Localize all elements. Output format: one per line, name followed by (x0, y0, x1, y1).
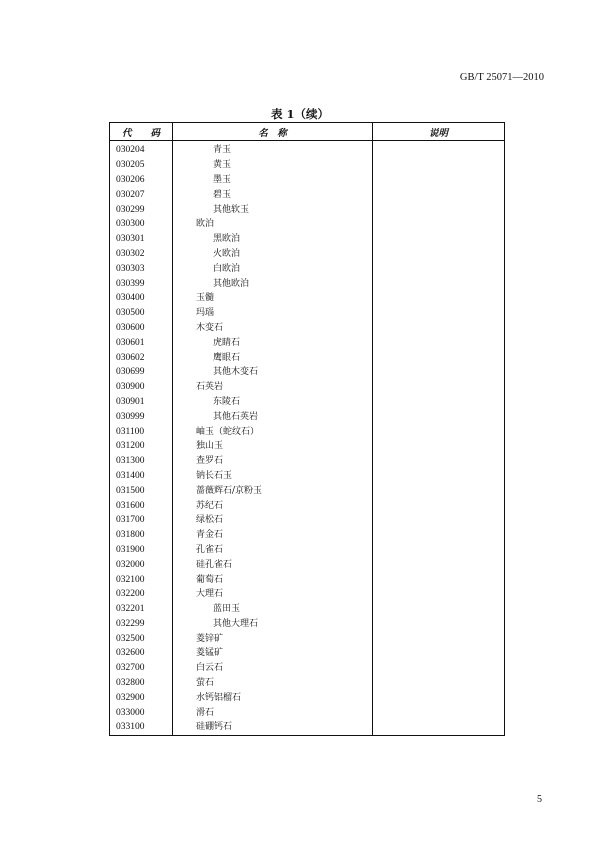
table-row (110, 291, 505, 306)
table-body (110, 141, 505, 736)
table-row (110, 676, 505, 691)
row-name: 其他木变石 (213, 367, 259, 378)
table-row (110, 306, 505, 321)
table-row (110, 380, 505, 395)
row-name-cell (173, 439, 373, 454)
row-name: 墨玉 (213, 174, 232, 185)
row-name-cell (173, 617, 373, 632)
row-code: 030399 (110, 276, 173, 291)
row-note (373, 454, 505, 469)
row-name-cell (173, 676, 373, 691)
row-code: 031700 (110, 513, 173, 528)
row-name: 其他欧泊 (213, 278, 250, 289)
row-name: 独山玉 (196, 441, 224, 452)
table-row (110, 483, 505, 498)
row-name: 虎睛石 (213, 337, 241, 348)
row-name: 硅孔雀石 (196, 559, 233, 570)
row-code: 032700 (110, 661, 173, 676)
row-name-cell (173, 543, 373, 558)
row-name-cell (173, 321, 373, 336)
row-name: 黄玉 (213, 160, 232, 171)
row-name-cell (173, 291, 373, 306)
row-code: 030206 (110, 173, 173, 188)
standard-code: GB/T 25071—2010 (459, 72, 544, 83)
table-row (110, 454, 505, 469)
row-note (373, 409, 505, 424)
row-note (373, 141, 505, 158)
row-name-cell (173, 513, 373, 528)
row-name-cell (173, 454, 373, 469)
column-header-note: 说明 (373, 123, 505, 141)
row-name-cell (173, 217, 373, 232)
table-row (110, 543, 505, 558)
row-code: 031300 (110, 454, 173, 469)
row-note (373, 261, 505, 276)
row-note (373, 528, 505, 543)
row-name: 查罗石 (196, 456, 224, 467)
row-code: 031200 (110, 439, 173, 454)
table-row (110, 187, 505, 202)
row-note (373, 513, 505, 528)
column-header-code: 代 码 (110, 123, 173, 141)
row-code: 031400 (110, 469, 173, 484)
page-number: 5 (537, 794, 542, 805)
row-code: 032500 (110, 631, 173, 646)
table-row (110, 261, 505, 276)
row-code: 030302 (110, 247, 173, 262)
row-name: 岫玉（蛇纹石） (196, 426, 260, 437)
row-name-cell (173, 528, 373, 543)
table-row (110, 158, 505, 173)
row-note (373, 631, 505, 646)
row-note (373, 247, 505, 262)
row-note (373, 705, 505, 720)
table-row (110, 395, 505, 410)
row-note (373, 661, 505, 676)
row-name-cell (173, 261, 373, 276)
row-code: 030500 (110, 306, 173, 321)
row-name-cell (173, 631, 373, 646)
row-code: 033000 (110, 705, 173, 720)
row-name: 欧泊 (196, 219, 215, 230)
table-row (110, 631, 505, 646)
table-row (110, 705, 505, 720)
row-code: 031500 (110, 483, 173, 498)
row-code: 030299 (110, 202, 173, 217)
table-row (110, 247, 505, 262)
row-note (373, 321, 505, 336)
row-note (373, 646, 505, 661)
row-code: 033100 (110, 720, 173, 735)
row-name: 菱锌矿 (196, 633, 224, 644)
row-name: 蓝田玉 (213, 604, 241, 615)
row-note (373, 617, 505, 632)
row-code: 030601 (110, 335, 173, 350)
row-name: 绿松石 (196, 515, 224, 526)
row-name: 其他软玉 (213, 204, 250, 215)
row-note (373, 587, 505, 602)
table-row (110, 202, 505, 217)
table-row (110, 232, 505, 247)
table-row (110, 557, 505, 572)
table-row (110, 602, 505, 617)
row-code: 032900 (110, 690, 173, 705)
table-row (110, 528, 505, 543)
row-name-cell (173, 232, 373, 247)
row-name-cell (173, 483, 373, 498)
table-row (110, 690, 505, 705)
row-code: 030205 (110, 158, 173, 173)
row-code: 031100 (110, 424, 173, 439)
row-name: 玉髓 (196, 293, 215, 304)
row-note (373, 335, 505, 350)
row-code: 030699 (110, 365, 173, 380)
row-name: 鹰眼石 (213, 352, 241, 363)
row-code: 032000 (110, 557, 173, 572)
row-name: 木变石 (196, 322, 224, 333)
row-name: 白欧泊 (213, 263, 241, 274)
table-row (110, 469, 505, 484)
row-name: 大理石 (196, 589, 224, 600)
row-note (373, 690, 505, 705)
table-row (110, 365, 505, 380)
row-note (373, 380, 505, 395)
row-note (373, 572, 505, 587)
row-note (373, 202, 505, 217)
table-row (110, 321, 505, 336)
row-name-cell (173, 720, 373, 735)
row-note (373, 173, 505, 188)
row-note (373, 720, 505, 735)
row-code: 030602 (110, 350, 173, 365)
row-name-cell (173, 276, 373, 291)
row-code: 030901 (110, 395, 173, 410)
table-row (110, 587, 505, 602)
row-name-cell (173, 690, 373, 705)
row-note (373, 469, 505, 484)
row-name: 黑欧泊 (213, 234, 241, 245)
row-name-cell (173, 141, 373, 158)
row-note (373, 424, 505, 439)
row-name: 石英岩 (196, 382, 224, 393)
row-name-cell (173, 187, 373, 202)
row-code: 030900 (110, 380, 173, 395)
table-row (110, 617, 505, 632)
row-name-cell (173, 350, 373, 365)
table-row (110, 439, 505, 454)
row-code: 030303 (110, 261, 173, 276)
row-code: 030300 (110, 217, 173, 232)
row-name: 硅硼钙石 (196, 722, 233, 733)
row-name: 白云石 (196, 663, 224, 674)
table-row (110, 409, 505, 424)
row-name-cell (173, 380, 373, 395)
row-name-cell (173, 409, 373, 424)
table-row (110, 646, 505, 661)
row-name: 孔雀石 (196, 544, 224, 555)
row-name-cell (173, 661, 373, 676)
row-name: 萤石 (196, 678, 215, 689)
table-row (110, 720, 505, 735)
row-name: 钠长石玉 (196, 470, 233, 481)
row-name-cell (173, 557, 373, 572)
row-name-cell (173, 202, 373, 217)
row-note (373, 676, 505, 691)
row-code: 032200 (110, 587, 173, 602)
row-name: 火欧泊 (213, 248, 241, 259)
row-name: 青玉 (213, 145, 232, 156)
table-row (110, 498, 505, 513)
row-name: 菱锰矿 (196, 648, 224, 659)
row-name-cell (173, 705, 373, 720)
row-note (373, 557, 505, 572)
row-code: 030600 (110, 321, 173, 336)
table-row (110, 572, 505, 587)
row-code: 032100 (110, 572, 173, 587)
row-name-cell (173, 424, 373, 439)
row-note (373, 395, 505, 410)
row-note (373, 543, 505, 558)
row-code: 032600 (110, 646, 173, 661)
row-name: 东陵石 (213, 396, 241, 407)
row-name: 苏纪石 (196, 500, 224, 511)
row-name-cell (173, 173, 373, 188)
row-code: 032800 (110, 676, 173, 691)
row-code: 032201 (110, 602, 173, 617)
table-row (110, 173, 505, 188)
row-name: 其他石英岩 (213, 411, 259, 422)
row-name: 碧玉 (213, 189, 232, 200)
row-code: 030207 (110, 187, 173, 202)
row-note (373, 217, 505, 232)
row-code: 031800 (110, 528, 173, 543)
row-note (373, 483, 505, 498)
row-name: 玛瑙 (196, 308, 215, 319)
row-name-cell (173, 587, 373, 602)
table-row (110, 424, 505, 439)
table-row (110, 350, 505, 365)
row-name: 葡萄石 (196, 574, 224, 585)
row-name-cell (173, 335, 373, 350)
row-name-cell (173, 158, 373, 173)
row-code: 031900 (110, 543, 173, 558)
row-code: 030204 (110, 141, 173, 158)
row-note (373, 602, 505, 617)
row-name-cell (173, 469, 373, 484)
row-name: 其他大理石 (213, 618, 259, 629)
table-row (110, 661, 505, 676)
row-code: 030999 (110, 409, 173, 424)
table-row (110, 217, 505, 232)
column-header-name: 名 称 (173, 123, 373, 141)
row-code: 030400 (110, 291, 173, 306)
row-name-cell (173, 498, 373, 513)
gem-classification-table (109, 122, 505, 736)
row-name-cell (173, 395, 373, 410)
table-title: 表 1（续） (270, 107, 329, 121)
row-name-cell (173, 602, 373, 617)
row-name-cell (173, 646, 373, 661)
row-code: 032299 (110, 617, 173, 632)
row-name-cell (173, 306, 373, 321)
row-name: 滑石 (196, 707, 215, 718)
row-note (373, 350, 505, 365)
table-row (110, 513, 505, 528)
row-name: 青金石 (196, 530, 224, 541)
row-note (373, 365, 505, 380)
row-note (373, 439, 505, 454)
row-name-cell (173, 572, 373, 587)
row-note (373, 306, 505, 321)
table-row (110, 141, 505, 158)
row-note (373, 158, 505, 173)
table-header-row (110, 123, 505, 141)
row-note (373, 498, 505, 513)
row-note (373, 232, 505, 247)
row-name: 水钙铝榴石 (196, 692, 242, 703)
row-note (373, 291, 505, 306)
row-name-cell (173, 365, 373, 380)
row-name: 蔷薇辉石/京粉玉 (196, 485, 263, 496)
row-code: 030301 (110, 232, 173, 247)
row-note (373, 276, 505, 291)
table-row (110, 335, 505, 350)
row-note (373, 187, 505, 202)
row-code: 031600 (110, 498, 173, 513)
row-name-cell (173, 247, 373, 262)
table-row (110, 276, 505, 291)
